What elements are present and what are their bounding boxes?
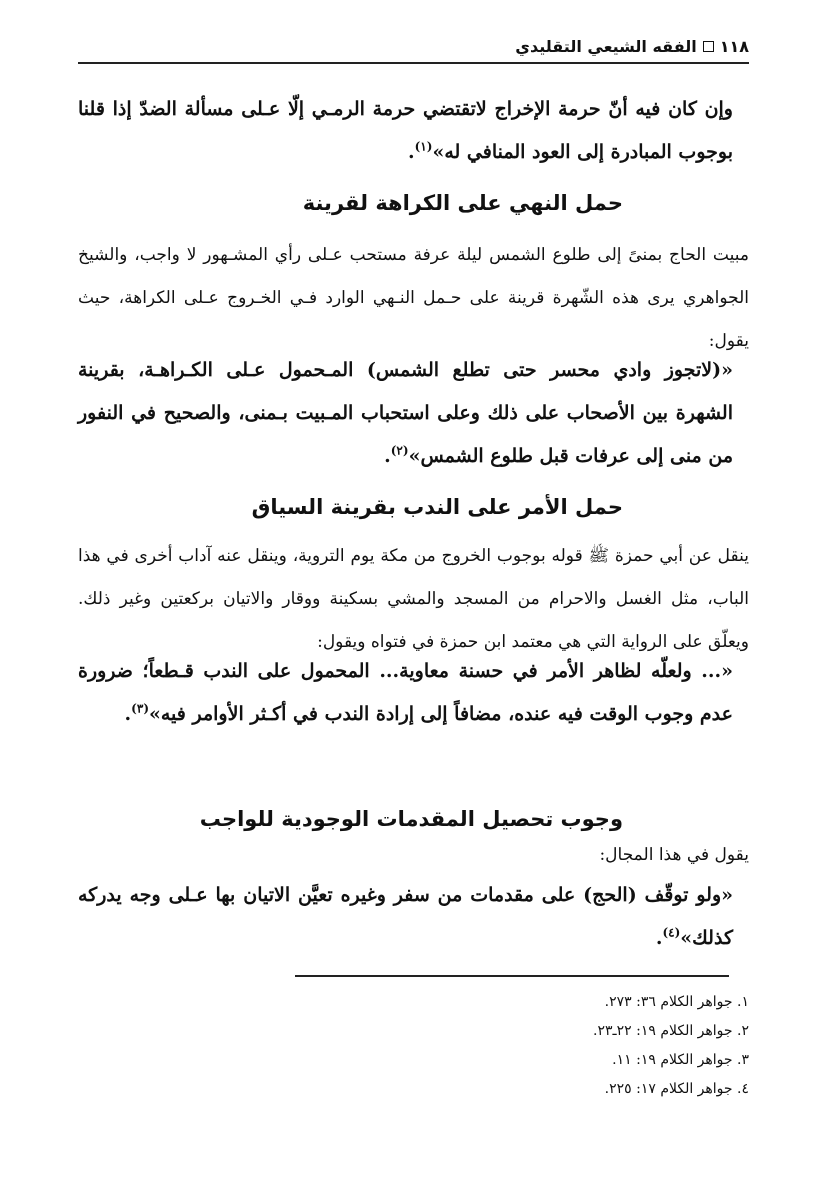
footnote-2: ٢. جواهر الكلام ١٩: ٢٢ـ٢٣. xyxy=(593,1023,749,1039)
quote-end: . xyxy=(655,927,663,949)
square-separator-icon xyxy=(703,41,714,52)
quote-text: «(لاتجوز وادي محسر حتى تطلع الشمس) المـحمول عـلى الكـراهـة، بقرينة الشهرة بين الأصحاب على ذلك وعلى استحباب المـبيت بـمنى، والصحيح في النفور من منى إلى عرفات قبل طلوع الشمس» xyxy=(78,359,733,467)
section-heading-3: وجوب تحصيل المقدمات الوجودية للواجب xyxy=(199,807,623,831)
footnote-3: ٣. جواهر الكلام ١٩: ١١. xyxy=(612,1052,749,1068)
section-heading-1: حمل النهي على الكراهة لقرينة xyxy=(302,191,623,215)
quote-end: . xyxy=(124,703,132,725)
footnote-4: ٤. جواهر الكلام ١٧: ٢٢٥. xyxy=(604,1081,749,1097)
footnote-marker-4: (٤) xyxy=(662,925,681,940)
quote-end: . xyxy=(407,141,415,163)
footnotes xyxy=(78,988,749,1104)
body-paragraph-1: مبيت الحاج بمنىً إلى طلوع الشمس ليلة عرفة مستحب عـلى رأي المشـهور لا واجب، والشيخ الجواهري يرى هذه الشّهرة قرينة على حـمل النـهي الوارد فـي الخـروج عـلى الكراهة، حيث يقول: xyxy=(78,245,749,351)
running-header xyxy=(78,33,749,59)
footnote-marker-3: (٣) xyxy=(131,701,149,716)
book-title: الفقه الشيعي التقليدي xyxy=(515,36,697,56)
body-paragraph-2: ينقل عن أبي حمزة ﷺ قوله بوجوب الخروج من مكة يوم التروية، وينقل عنه آداب أخرى في هذا الباب، مثل الغسل والاحرام من المسجد والمشي بسكينة ووقار والاتيان بركعتين وغير ذلك. ويعلّق على الرواية التي هي معتمد ابن حمزة في فتواه ويقول: xyxy=(78,546,749,652)
header-rule xyxy=(78,62,749,64)
section-heading-2: حمل الأمر على الندب بقرينة السياق xyxy=(251,495,623,519)
quote-text: «... ولعلّه لظاهر الأمر في حسنة معاوية... المحمول على الندب قـطعاً؛ ضرورة عدم وجوب الوقت فيه عنده، مضافاً إلى إرادة الندب في أكـثر الأوامر فيه» xyxy=(78,660,733,725)
quote-paragraph-3 xyxy=(78,650,749,736)
footnote-separator xyxy=(295,975,729,977)
body-paragraph-3: يقول في هذا المجال: xyxy=(599,845,749,865)
quote-paragraph-1 xyxy=(78,88,749,174)
footnote-marker-1: (١) xyxy=(414,139,433,154)
quote-text: وإن كان فيه أنّ حرمة الإخراج لاتقتضي حرمة الرمـي إلّا عـلى مسألة الضدّ إذا قلنا بوجوب المبادرة إلى العود المنافي له» xyxy=(78,98,733,163)
quote-end: . xyxy=(384,445,391,467)
footnote-1: ١. جواهر الكلام ٣٦: ٢٧٣. xyxy=(604,994,749,1010)
quote-paragraph-2 xyxy=(78,349,749,478)
page-number: ١١٨ xyxy=(719,36,749,56)
footnote-marker-2: (٢) xyxy=(390,443,409,458)
quote-paragraph-4 xyxy=(78,874,749,960)
quote-text: «ولو توقّف (الحج) على مقدمات من سفر وغيره تعيَّن الاتيان بها عـلى وجه يدركه كذلك» xyxy=(78,884,733,949)
